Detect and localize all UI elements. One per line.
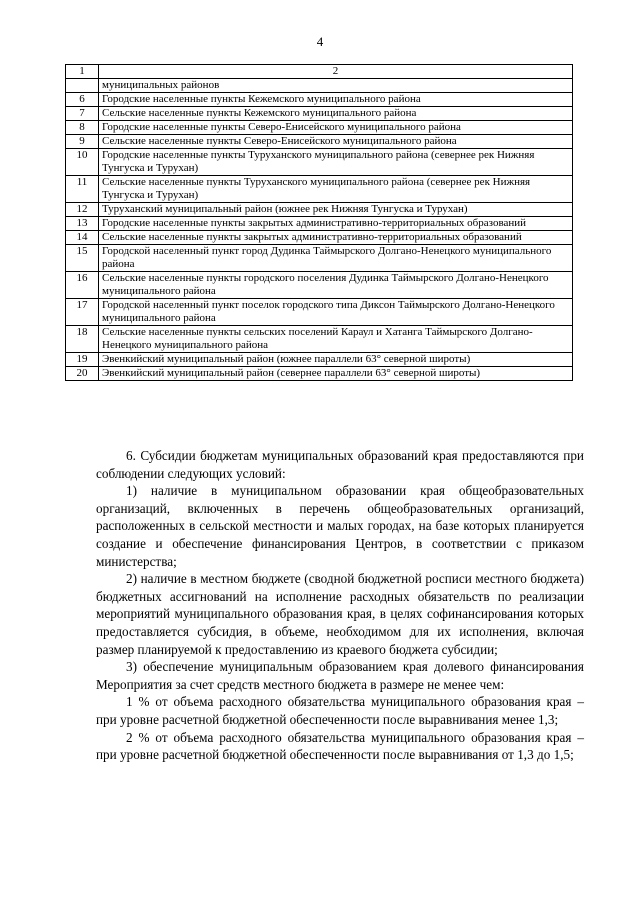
table-row bbox=[66, 107, 573, 121]
row-number: 14 bbox=[66, 231, 99, 245]
regions-table bbox=[65, 64, 573, 381]
row-number: 8 bbox=[66, 121, 99, 135]
row-number: 20 bbox=[66, 367, 99, 381]
page-number: 4 bbox=[316, 34, 324, 49]
row-text: Сельские населенные пункты Северо-Енисейского муниципального района bbox=[99, 135, 573, 149]
paragraph-6: 6. Субсидии бюджетам муниципальных образований края предоставляются при соблюдении следующих условий: bbox=[96, 448, 584, 481]
table-row bbox=[66, 203, 573, 217]
table-row bbox=[66, 93, 573, 107]
table-row bbox=[66, 367, 573, 381]
table-row bbox=[66, 299, 573, 326]
table-row bbox=[66, 231, 573, 245]
row-text: Сельские населенные пункты сельских поселений Караул и Хатанга Таймырского Долгано-Ненецкого муниципального района bbox=[99, 326, 573, 353]
table-row bbox=[66, 217, 573, 231]
table-header-row bbox=[66, 65, 573, 79]
condition-1: 1) наличие в муниципальном образовании края общеобразовательных организаций, включенных в перечень общеобразовательных организаций, расположенных в сельской местности и малых городах, на базе которых планируется создание и обеспечение финансирования Центров, в соответствии с приказом министерства; bbox=[96, 483, 584, 569]
table-row bbox=[66, 245, 573, 272]
row-number: 7 bbox=[66, 107, 99, 121]
row-number: 11 bbox=[66, 176, 99, 203]
share-1-percent: 1 % от объема расходного обязательства муниципального образования края – при уровне расчетной бюджетной обеспеченности после выравнивания менее 1,3; bbox=[96, 694, 584, 727]
row-text: Эвенкийский муниципальный район (севернее параллели 63° северной широты) bbox=[99, 367, 573, 381]
row-number: 10 bbox=[66, 149, 99, 176]
condition-3: 3) обеспечение муниципальным образованием края долевого финансирования Мероприятия за счет средств местного бюджета в размере не менее чем: bbox=[96, 659, 584, 692]
row-number bbox=[66, 79, 99, 93]
row-text: Сельские населенные пункты Туруханского муниципального района (севернее рек Нижняя Тунгуска и Турухан) bbox=[99, 176, 573, 203]
row-text: Городской населенный пункт поселок городского типа Диксон Таймырского Долгано-Ненецкого муниципального района bbox=[99, 299, 573, 326]
share-2-percent: 2 % от объема расходного обязательства муниципального образования края – при уровне расчетной бюджетной обеспеченности после выравнивания от 1,3 до 1,5; bbox=[96, 729, 584, 763]
table-row bbox=[66, 79, 573, 93]
row-text: Сельские населенные пункты Кежемского муниципального района bbox=[99, 107, 573, 121]
table-row bbox=[66, 353, 573, 367]
condition-2: 2) наличие в местном бюджете (сводной бюджетной росписи местного бюджета) бюджетных ассигнований на исполнение расходных обязательств по реализации мероприятий муниципального образования края, в целях софинансирования которых предоставляется субсидия, в объеме, необходимом для их исполнения, включая размер планируемой к предоставлению из краевого бюджета субсидии; bbox=[96, 571, 584, 657]
row-text: Городской населенный пункт город Дудинка Таймырского Долгано-Ненецкого муниципального района bbox=[99, 245, 573, 272]
row-text: Городские населенные пункты Туруханского муниципального района (севернее рек Нижняя Тунгуска и Турухан) bbox=[99, 149, 573, 176]
header-col-1: 1 bbox=[66, 65, 99, 79]
row-text: Городские населенные пункты Северо-Енисейского муниципального района bbox=[99, 121, 573, 135]
row-text: Эвенкийский муниципальный район (южнее параллели 63° северной широты) bbox=[99, 353, 573, 367]
table-row bbox=[66, 272, 573, 299]
table-row bbox=[66, 326, 573, 353]
row-number: 15 bbox=[66, 245, 99, 272]
row-text: Сельские населенные пункты городского поселения Дудинка Таймырского Долгано-Ненецкого муниципального района bbox=[99, 272, 573, 299]
row-number: 13 bbox=[66, 217, 99, 231]
row-text: Городские населенные пункты Кежемского муниципального района bbox=[99, 93, 573, 107]
row-text: муниципальных районов bbox=[99, 79, 573, 93]
row-text: Городские населенные пункты закрытых административно-территориальных образований bbox=[99, 217, 573, 231]
table-row bbox=[66, 121, 573, 135]
row-number: 6 bbox=[66, 93, 99, 107]
row-number: 16 bbox=[66, 272, 99, 299]
table-row bbox=[66, 176, 573, 203]
row-number: 12 bbox=[66, 203, 99, 217]
row-number: 9 bbox=[66, 135, 99, 149]
table-row bbox=[66, 149, 573, 176]
document-body bbox=[96, 447, 584, 764]
row-text: Туруханский муниципальный район (южнее рек Нижняя Тунгуска и Турухан) bbox=[99, 203, 573, 217]
row-number: 17 bbox=[66, 299, 99, 326]
row-number: 18 bbox=[66, 326, 99, 353]
row-text: Сельские населенные пункты закрытых административно-территориальных образований bbox=[99, 231, 573, 245]
row-number: 19 bbox=[66, 353, 99, 367]
header-col-2: 2 bbox=[99, 65, 573, 79]
table-row bbox=[66, 135, 573, 149]
